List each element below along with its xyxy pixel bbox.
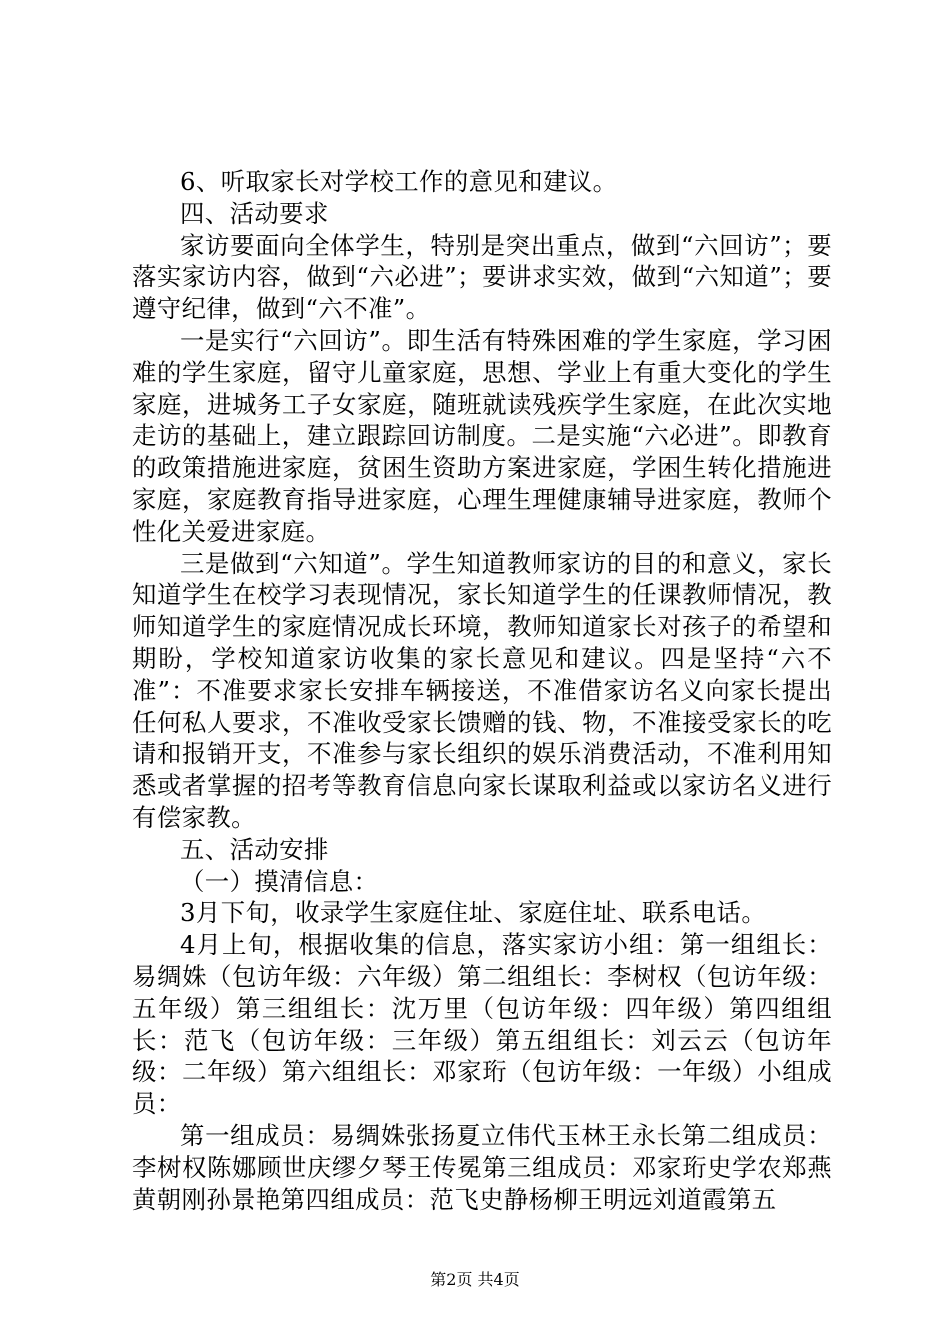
paragraph-six-knows: 三是做到“六知道”。学生知道教师家访的目的和意义，家长知道学生在校学习表现情况，家长知道学生的任课教师情况，教师知道学生的家庭情况成长环境，教师知道家长对孩子的希望和期盼，学校知道家访收集的家长意见和建议。四是坚持“六不准”：不准要求家长安排车辆接送，不准借家访名义向家长提出任何私人要求，不准收受家长馈赠的钱、物，不准接受家长的吃请和报销开支，不准参与家长组织的娱乐消费活动，不准利用知悉或者掌握的招考等教育信息向家长谋取利益或以家访名义进行有偿家教。 [132,548,832,832]
paragraph-late-march: 3月下旬，收录学生家庭住址、家庭住址、联系电话。 [180,898,767,928]
paragraph-requirements-overview: 家访要面向全体学生，特别是突出重点，做到“六回访”；要落实家访内容，做到“六必进”；要讲求实效，做到“六知道”；要遵守纪律，做到“六不准”。 [132,230,832,324]
section-heading-requirements: 四、活动要求 [180,198,329,228]
paragraph-item-6: 6、听取家长对学校工作的意见和建议。 [180,167,618,196]
subheading-gather-info: （一）摸清信息： [180,866,379,896]
page-number-label: 第2页 共4页 [430,1270,520,1289]
paragraph-early-april: 4月上旬，根据收集的信息，落实家访小组：第一组组长：易绸姝（包访年级：六年级）第二组组长：李树权（包访年级：五年级）第三组组长：沈万里（包访年级：四年级）第四组组长：范飞（包访年级：三年级）第五组组长：刘云云（包访年级：二年级）第六组组长：邓家珩（包访年级：一年级）小组成员： [132,930,832,1119]
page-footer [0,1270,950,1290]
paragraph-group-members: 第一组成员：易绸姝张扬夏立伟代玉林王永长第二组成员：李树权陈娜顾世庆缪夕琴王传冕第三组成员：邓家珩史学农郑燕黄朝刚孙景艳第四组成员：范飞史静杨柳王明远刘道霞第五 [132,1120,832,1214]
section-heading-arrangements: 五、活动安排 [180,834,329,864]
paragraph-six-revisits: 一是实行“六回访”。即生活有特殊困难的学生家庭，学习困难的学生家庭，留守儿童家庭，思想、学业上有重大变化的学生家庭，进城务工子女家庭，随班就读残疾学生家庭，在此次实地走访的基础上，建立跟踪回访制度。二是实施“六必进”。即教育的政策措施进家庭，贫困生资助方案进家庭，学困生转化措施进家庭，家庭教育指导进家庭，心理生理健康辅导进家庭，教师个性化关爱进家庭。 [132,325,832,546]
document-body [132,166,832,1215]
